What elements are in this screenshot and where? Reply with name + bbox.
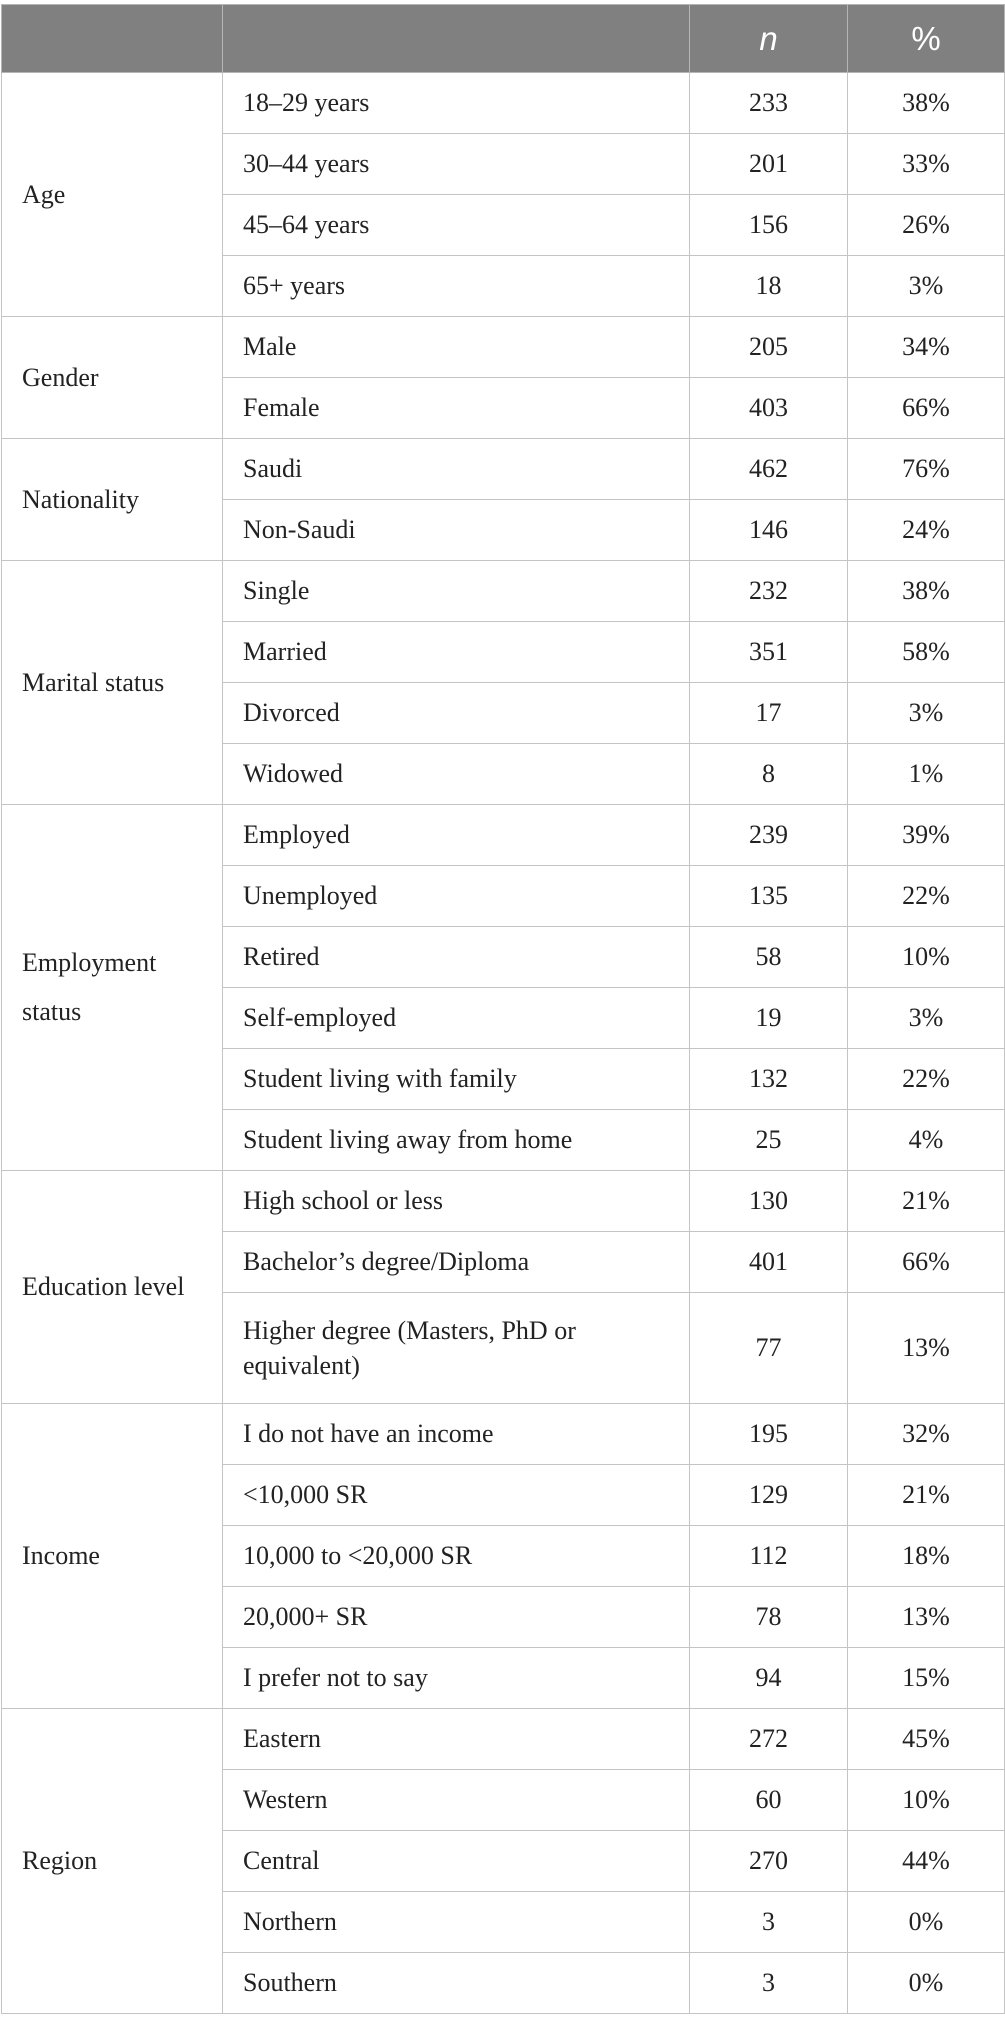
row-count: 239 <box>690 805 848 866</box>
row-label: 10,000 to <20,000 SR <box>223 1526 690 1587</box>
group-label-nationality: Nationality <box>2 439 223 561</box>
row-count: 201 <box>690 134 848 195</box>
group-label-employment-status: Employment status <box>2 805 223 1171</box>
table-row <box>2 1709 1005 1770</box>
row-count: 58 <box>690 927 848 988</box>
row-label: Saudi <box>223 439 690 500</box>
row-count: 25 <box>690 1110 848 1171</box>
row-label: 45–64 years <box>223 195 690 256</box>
row-count: 77 <box>690 1293 848 1404</box>
row-count: 94 <box>690 1648 848 1709</box>
header-subcategory-cell <box>223 5 690 73</box>
row-percent: 66% <box>848 378 1005 439</box>
group-label-region: Region <box>2 1709 223 2014</box>
table-row <box>2 73 1005 134</box>
table-row <box>2 317 1005 378</box>
group-label-age: Age <box>2 73 223 317</box>
row-count: 60 <box>690 1770 848 1831</box>
row-count: 462 <box>690 439 848 500</box>
row-label: Higher degree (Masters, PhD or equivalent) <box>223 1293 690 1404</box>
row-percent: 3% <box>848 256 1005 317</box>
row-count: 351 <box>690 622 848 683</box>
row-label: Western <box>223 1770 690 1831</box>
row-label: Female <box>223 378 690 439</box>
header-row <box>2 5 1005 73</box>
row-label: 30–44 years <box>223 134 690 195</box>
row-label: Divorced <box>223 683 690 744</box>
table-row <box>2 561 1005 622</box>
row-label: Eastern <box>223 1709 690 1770</box>
row-count: 135 <box>690 866 848 927</box>
row-percent: 3% <box>848 988 1005 1049</box>
row-percent: 15% <box>848 1648 1005 1709</box>
row-percent: 1% <box>848 744 1005 805</box>
row-percent: 10% <box>848 1770 1005 1831</box>
row-percent: 10% <box>848 927 1005 988</box>
row-label: 18–29 years <box>223 73 690 134</box>
table-row <box>2 1404 1005 1465</box>
row-percent: 24% <box>848 500 1005 561</box>
row-label: Unemployed <box>223 866 690 927</box>
row-percent: 38% <box>848 561 1005 622</box>
row-label: Student living away from home <box>223 1110 690 1171</box>
row-percent: 3% <box>848 683 1005 744</box>
row-count: 132 <box>690 1049 848 1110</box>
row-percent: 4% <box>848 1110 1005 1171</box>
row-count: 146 <box>690 500 848 561</box>
row-percent: 22% <box>848 866 1005 927</box>
row-count: 195 <box>690 1404 848 1465</box>
row-label: Self-employed <box>223 988 690 1049</box>
row-percent: 13% <box>848 1587 1005 1648</box>
table-row <box>2 1171 1005 1232</box>
row-percent: 58% <box>848 622 1005 683</box>
row-percent: 18% <box>848 1526 1005 1587</box>
row-count: 401 <box>690 1232 848 1293</box>
row-label: Widowed <box>223 744 690 805</box>
row-percent: 22% <box>848 1049 1005 1110</box>
row-label: Student living with family <box>223 1049 690 1110</box>
row-label: Married <box>223 622 690 683</box>
row-count: 270 <box>690 1831 848 1892</box>
group-label-marital-status: Marital status <box>2 561 223 805</box>
row-count: 130 <box>690 1171 848 1232</box>
row-count: 156 <box>690 195 848 256</box>
row-percent: 21% <box>848 1465 1005 1526</box>
row-label: 20,000+ SR <box>223 1587 690 1648</box>
row-count: 78 <box>690 1587 848 1648</box>
row-percent: 66% <box>848 1232 1005 1293</box>
group-label-gender: Gender <box>2 317 223 439</box>
table-row <box>2 805 1005 866</box>
row-count: 232 <box>690 561 848 622</box>
row-percent: 44% <box>848 1831 1005 1892</box>
row-percent: 13% <box>848 1293 1005 1404</box>
row-percent: 39% <box>848 805 1005 866</box>
row-percent: 45% <box>848 1709 1005 1770</box>
row-percent: 32% <box>848 1404 1005 1465</box>
row-label: Central <box>223 1831 690 1892</box>
header-category-cell <box>2 5 223 73</box>
row-label: Single <box>223 561 690 622</box>
row-label: I do not have an income <box>223 1404 690 1465</box>
row-count: 3 <box>690 1892 848 1953</box>
row-count: 403 <box>690 378 848 439</box>
row-count: 272 <box>690 1709 848 1770</box>
row-count: 17 <box>690 683 848 744</box>
row-label: I prefer not to say <box>223 1648 690 1709</box>
header-n-cell: n <box>690 5 848 73</box>
row-label: Bachelor’s degree/Diploma <box>223 1232 690 1293</box>
table-header <box>2 5 1005 73</box>
row-count: 8 <box>690 744 848 805</box>
row-label: Male <box>223 317 690 378</box>
demographics-table-container <box>0 4 1005 2014</box>
group-label-education-level: Education level <box>2 1171 223 1404</box>
row-percent: 76% <box>848 439 1005 500</box>
demographics-table <box>1 4 1005 2014</box>
table-row <box>2 439 1005 500</box>
row-count: 112 <box>690 1526 848 1587</box>
row-count: 3 <box>690 1953 848 2014</box>
row-percent: 33% <box>848 134 1005 195</box>
row-count: 205 <box>690 317 848 378</box>
table-body <box>2 73 1005 2014</box>
group-label-income: Income <box>2 1404 223 1709</box>
row-percent: 26% <box>848 195 1005 256</box>
header-percent-cell: % <box>848 5 1005 73</box>
row-label: Retired <box>223 927 690 988</box>
row-percent: 34% <box>848 317 1005 378</box>
row-count: 129 <box>690 1465 848 1526</box>
row-label: Southern <box>223 1953 690 2014</box>
row-count: 233 <box>690 73 848 134</box>
row-label: 65+ years <box>223 256 690 317</box>
row-count: 19 <box>690 988 848 1049</box>
row-percent: 0% <box>848 1892 1005 1953</box>
row-label: Employed <box>223 805 690 866</box>
row-percent: 38% <box>848 73 1005 134</box>
row-label: High school or less <box>223 1171 690 1232</box>
row-label: <10,000 SR <box>223 1465 690 1526</box>
row-percent: 21% <box>848 1171 1005 1232</box>
row-label: Northern <box>223 1892 690 1953</box>
row-percent: 0% <box>848 1953 1005 2014</box>
row-count: 18 <box>690 256 848 317</box>
row-label: Non-Saudi <box>223 500 690 561</box>
